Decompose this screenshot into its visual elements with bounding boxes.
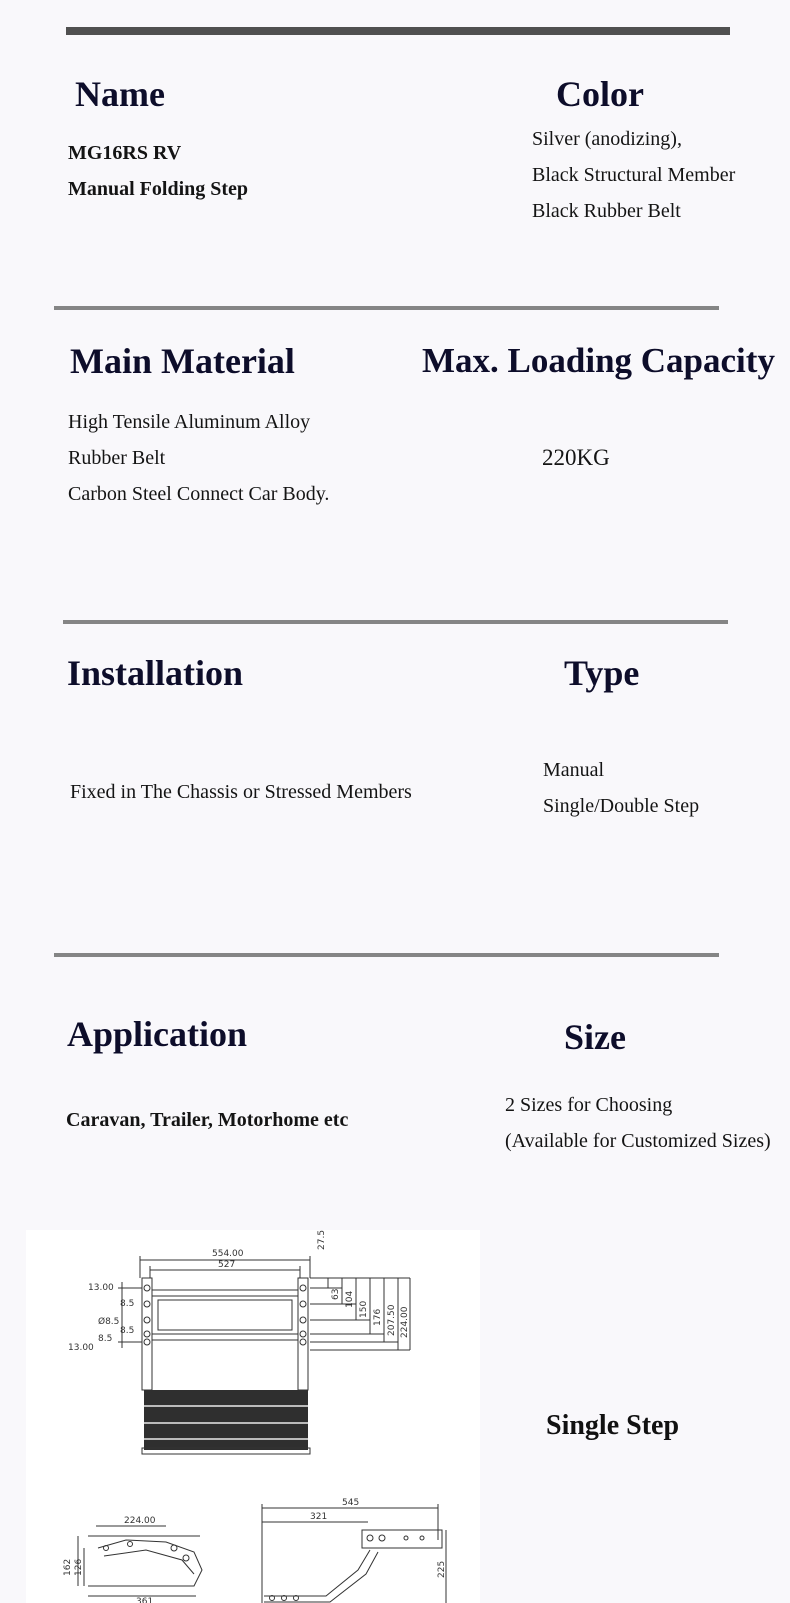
dim-label: 224.00 xyxy=(400,1306,410,1338)
color-lines xyxy=(532,121,735,229)
dim-label: 321 xyxy=(310,1512,328,1522)
dim-label: 150 xyxy=(359,1300,369,1318)
type-line: Manual xyxy=(543,759,605,781)
dim-label: 27.5 xyxy=(317,1230,327,1250)
material-lines xyxy=(68,404,329,512)
dim-label: 126 xyxy=(74,1558,84,1576)
dim-label: 104 xyxy=(345,1290,355,1308)
section-divider xyxy=(54,306,719,310)
dim-label: 8.5 xyxy=(98,1334,113,1344)
name-line: MG16RS RV xyxy=(68,142,182,164)
name-line: Manual Folding Step xyxy=(68,178,249,200)
dim-label: Ø8.5 xyxy=(98,1317,120,1327)
technical-drawing xyxy=(26,1230,480,1603)
dim-label: 13.00 xyxy=(88,1283,114,1293)
dim-label: 207.50 xyxy=(387,1304,397,1336)
material-line: Rubber Belt xyxy=(68,447,166,469)
dim-label: 224.00 xyxy=(124,1516,156,1526)
dim-label: 176 xyxy=(373,1308,383,1326)
installation-heading: Installation xyxy=(67,653,244,693)
dim-label: 8.5 xyxy=(120,1299,135,1309)
dim-label: 63 xyxy=(331,1288,341,1300)
type-heading: Type xyxy=(564,653,640,693)
type-line: Single/Double Step xyxy=(543,795,700,817)
size-lines xyxy=(505,1087,771,1159)
color-line: Silver (anodizing), xyxy=(532,128,682,150)
color-line: Black Structural Member xyxy=(532,164,736,186)
dim-label: 8.5 xyxy=(120,1326,135,1336)
size-heading: Size xyxy=(564,1017,626,1057)
name-lines xyxy=(68,135,248,207)
capacity-value: 220KG xyxy=(542,445,610,470)
dim-label: 361 xyxy=(136,1597,154,1603)
dim-label: 554.00 xyxy=(212,1249,244,1259)
name-heading: Name xyxy=(75,74,165,114)
color-line: Black Rubber Belt xyxy=(532,200,681,222)
dim-label: 225 xyxy=(437,1560,447,1578)
dim-label: 527 xyxy=(218,1260,236,1270)
size-line: 2 Sizes for Choosing xyxy=(505,1094,673,1116)
capacity-heading: Max. Loading Capacity xyxy=(422,341,775,380)
color-heading: Color xyxy=(556,74,644,114)
dim-label: 545 xyxy=(342,1498,360,1508)
top-divider xyxy=(66,27,730,35)
section-divider xyxy=(54,953,719,957)
type-lines xyxy=(543,752,699,824)
installation-value: Fixed in The Chassis or Stressed Members xyxy=(70,781,412,803)
size-line: (Available for Customized Sizes) xyxy=(505,1130,771,1152)
single-step-caption: Single Step xyxy=(546,1410,680,1441)
application-value: Caravan, Trailer, Motorhome etc xyxy=(66,1109,349,1131)
material-line: High Tensile Aluminum Alloy xyxy=(68,411,311,433)
application-heading: Application xyxy=(67,1014,248,1054)
material-heading: Main Material xyxy=(70,341,295,381)
dim-label: 162 xyxy=(63,1558,73,1576)
dim-label: 13.00 xyxy=(68,1343,94,1353)
material-line: Carbon Steel Connect Car Body. xyxy=(68,483,330,505)
section-divider xyxy=(63,620,728,624)
